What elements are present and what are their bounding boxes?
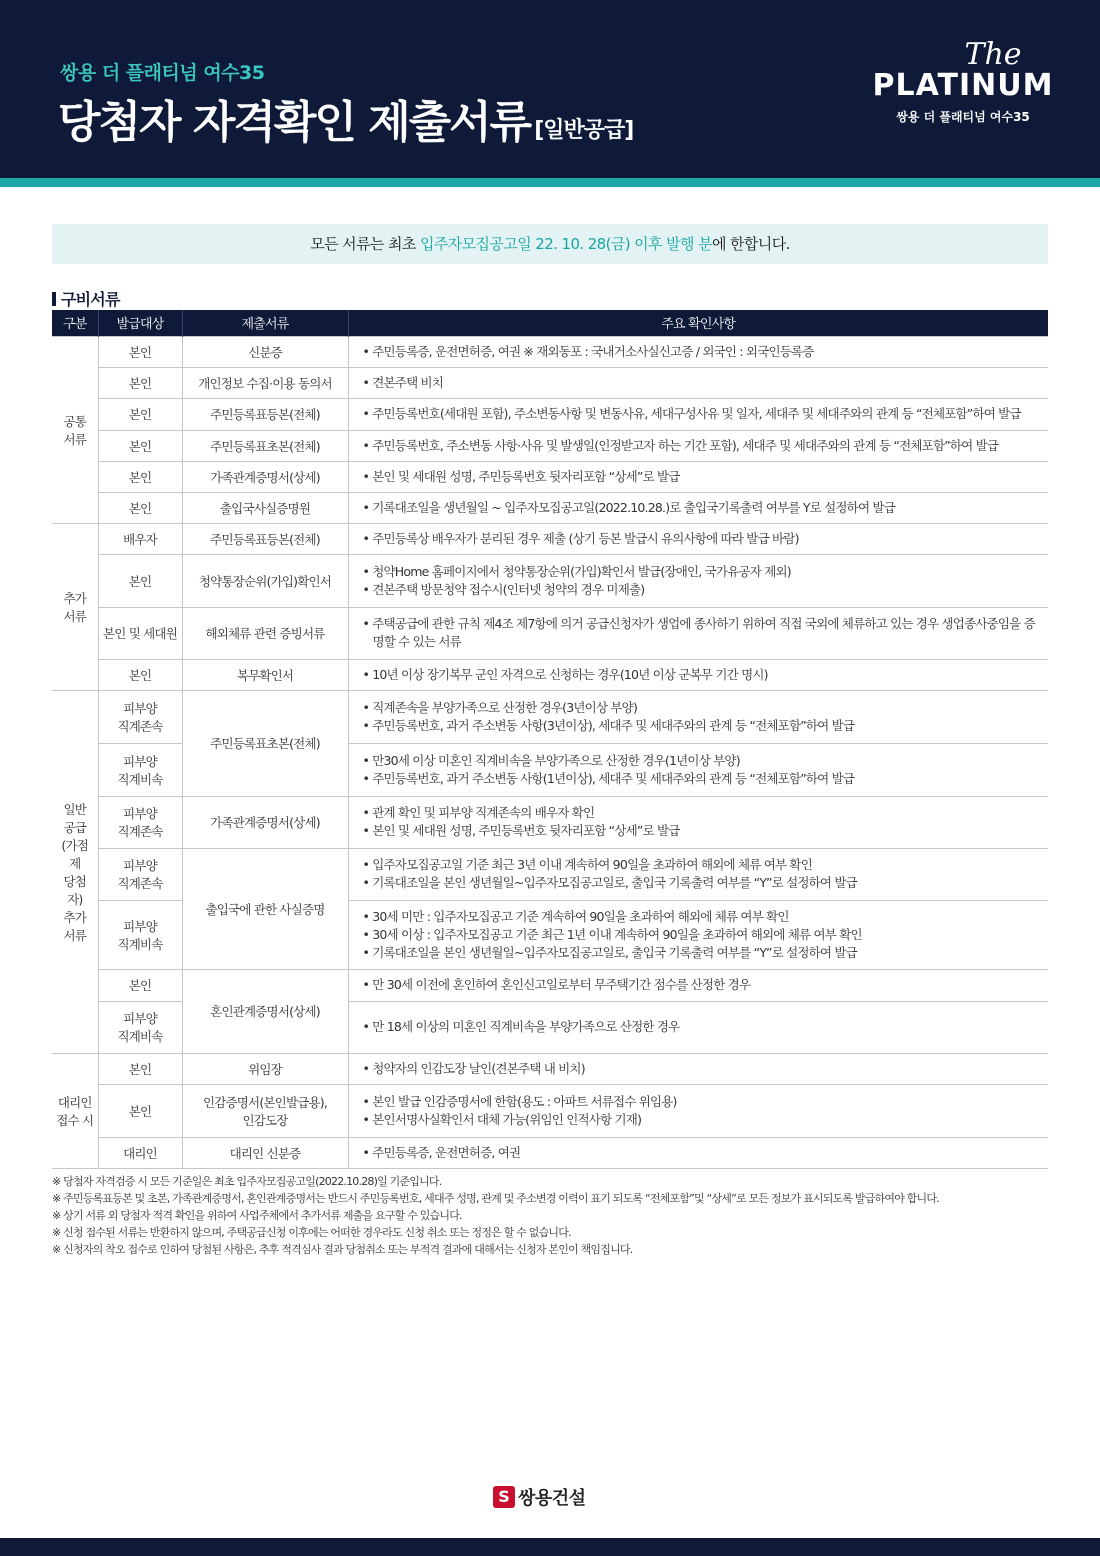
target-cell: 본인 [98, 398, 182, 430]
document-cell: 신분증 [182, 336, 348, 367]
group-common-cell: 공통 서류 [52, 336, 98, 523]
document-cell: 주민등록표등본(전체) [182, 398, 348, 430]
note-item: • 30세 이상 : 입주자모집공고 기준 최근 1년 이내 계속하여 90일을 초과하여 해외에 체류 여부 확인 [362, 926, 862, 942]
group-proxy-cell: 대리인 접수 시 [52, 1053, 98, 1168]
logo-sub: 쌍용 더 플래티넘 여수35 [896, 110, 1030, 124]
target-cell: 본인 [98, 969, 182, 1001]
note-item: • 30세 미만 : 입주자모집공고 기준 계속하여 90일을 초과하여 해외에 체류 여부 확인 [362, 908, 789, 924]
notes-cell [348, 492, 1048, 523]
table-row [52, 659, 1048, 690]
notice-highlight: 입주자모집공고일 22. 10. 28(금) 이후 발행 분 [419, 235, 712, 253]
table-row [52, 430, 1048, 461]
target-cell: 본인 및 세대원 [98, 607, 182, 659]
table-row [52, 492, 1048, 523]
note-item: • 만 18세 이상의 미혼인 직계비속을 부양가족으로 산정한 경우 [362, 1019, 680, 1034]
table-row [52, 1053, 1048, 1084]
notes-cell [348, 367, 1048, 398]
target-cell: 본인 [98, 1053, 182, 1084]
header-target: 발급대상 [98, 310, 182, 336]
document-cell: 청약통장순위(가입)확인서 [182, 554, 348, 607]
note-item: • 직계존속을 부양가족으로 산정한 경우(3년이상 부양) [362, 699, 638, 715]
note-item: • 기록대조일을 본인 생년월일~입주자모집공고일로, 출입국 기록출력 여부를 “Y”로 설정하여 발급 [362, 944, 857, 960]
target-cell: 피부양 직계비속 [98, 900, 182, 969]
note-item: • 주민등록증, 운전면허증, 여권 ※ 재외동포 : 국내거소사실신고증 / 외국인 : 외국인등록증 [362, 343, 814, 359]
note-item: • 본인 및 세대원 성명, 주민등록번호 뒷자리포함 “상세”로 발급 [362, 468, 680, 484]
target-cell: 피부양 직계존속 [98, 690, 182, 743]
target-cell: 본인 [98, 461, 182, 492]
footnote-line: ※ 신청자의 착오 접수로 인하여 당첨된 사항은, 추후 적격심사 결과 당첨취소 또는 부적격 결과에 대해서는 신청자 본인이 책임집니다. [52, 1243, 633, 1256]
document-cell: 개인정보 수집·이용 동의서 [182, 367, 348, 398]
brand-mark-icon: S [493, 1486, 515, 1508]
note-item: • 만30세 이상 미혼인 직계비속을 부양가족으로 산정한 경우(1년이상 부양) [362, 752, 740, 768]
notes-cell [348, 690, 1048, 743]
target-cell: 본인 [98, 659, 182, 690]
notes-cell [348, 1053, 1048, 1084]
document-cell: 해외체류 관련 증빙서류 [182, 607, 348, 659]
note-item: • 견본주택 비치 [362, 374, 444, 390]
document-cell: 대리인 신분증 [182, 1137, 348, 1168]
note-item: • 만 30세 이전에 혼인하여 혼인신고일로부터 무주택기간 점수를 산정한 경우 [362, 977, 751, 992]
note-item: • 청약Home 홈페이지에서 청약통장순위(가입)확인서 발급(장애인, 국가유공자 제외) [362, 563, 791, 579]
target-cell: 본인 [98, 1084, 182, 1137]
logo-platinum: PLATINUM [872, 68, 1054, 103]
bottom-bar [0, 1538, 1100, 1556]
title-text: 당첨자 자격확인 제출서류 [58, 97, 531, 148]
table-header-row [52, 310, 1048, 336]
notice-post: 에 한합니다. [711, 235, 790, 253]
target-cell: 본인 [98, 367, 182, 398]
note-item: • 청약자의 인감도장 날인(견본주택 내 비치) [362, 1060, 585, 1076]
note-item: • 기록대조일을 생년월일 ~ 입주자모집공고일(2022.10.28.)로 출입국기록출력 여부를 Y로 설정하여 발급 [362, 499, 895, 515]
target-cell: 피부양 직계비속 [98, 1001, 182, 1053]
table-row [52, 690, 1048, 743]
footnote-line: ※ 신청 접수된 서류는 반환하지 않으며, 주택공급신청 이후에는 어떠한 경우라도 신청 취소 또는 정정은 할 수 없습니다. [52, 1226, 571, 1239]
target-cell: 피부양 직계존속 [98, 796, 182, 848]
table-row [52, 969, 1048, 1001]
section-title [52, 287, 120, 310]
target-cell: 배우자 [98, 523, 182, 554]
note-item: • 10년 이상 장기복무 군인 자격으로 신청하는 경우(10년 이상 군복무 기간 명시) [362, 666, 768, 682]
platinum-logo [872, 37, 1054, 125]
target-cell: 본인 [98, 336, 182, 367]
notes-cell [348, 796, 1048, 848]
notes-cell [348, 1084, 1048, 1137]
brand-name: 쌍용건설 [518, 1488, 586, 1509]
header-document: 제출서류 [182, 310, 348, 336]
note-item: • 주민등록번호, 과거 주소변동 사항(1년이상), 세대주 및 세대주와의 관계 등 “전체포함”하여 발급 [362, 770, 855, 786]
logo-the: The [964, 37, 1022, 72]
note-item: • 입주자모집공고일 기준 최근 3년 이내 계속하여 90일을 초과하여 해외에 체류 여부 확인 [362, 857, 812, 872]
notes-cell [348, 900, 1048, 969]
note-item: • 본인 및 세대원 성명, 주민등록번호 뒷자리포함 “상세”로 발급 [362, 823, 680, 838]
document-cell: 복무확인서 [182, 659, 348, 690]
note-item: • 주민등록번호, 과거 주소변동 사항(3년이상), 세대주 및 세대주와의 관계 등 “전체포함”하여 발급 [362, 717, 855, 733]
notes-cell [348, 430, 1048, 461]
brand-logo [493, 1485, 586, 1509]
table-row [52, 398, 1048, 430]
section-bar-icon [52, 292, 56, 306]
document-cell: 출입국에 관한 사실증명 [182, 848, 348, 969]
footnote-line: ※ 주민등록표등본 및 초본, 가족관계증명서, 혼인관계증명서는 반드시 주민등록번호, 세대주 성명, 관계 및 주소변경 이력이 표기 되도록 “전체포함”및 “상세”로 모든 정보가 표시되도록 발급하여야 합니다. [52, 1192, 939, 1205]
notes-cell [348, 554, 1048, 607]
footnote-line: ※ 당첨자 자격검증 시 모든 기준일은 최초 입주자모집공고일(2022.10.28)일 기준입니다. [52, 1175, 442, 1188]
notes-cell [348, 398, 1048, 430]
table-row [52, 461, 1048, 492]
document-cell: 위임장 [182, 1053, 348, 1084]
section-title-text: 구비서류 [61, 290, 120, 309]
target-cell: 본인 [98, 492, 182, 523]
group-general-cell: 일반 공급 (가점제 당첨자) 추가 서류 [52, 690, 98, 1053]
notes-cell [348, 1001, 1048, 1053]
header-notes: 주요 확인사항 [348, 310, 1048, 336]
document-cell: 주민등록표등본(전체) [182, 523, 348, 554]
notes-cell [348, 1137, 1048, 1168]
group-additional-cell: 추가 서류 [52, 523, 98, 690]
note-item: • 본인 발급 인감증명서에 한함(용도 : 아파트 서류접수 위임용) [362, 1093, 677, 1109]
document-cell: 주민등록표초본(전체) [182, 690, 348, 796]
notes-cell [348, 607, 1048, 659]
document-cell: 혼인관계증명서(상세) [182, 969, 348, 1053]
note-item: • 주민등록상 배우자가 분리된 경우 제출 (상기 등본 발급시 유의사항에 따라 발급 바람) [362, 530, 799, 546]
header-stripe [0, 178, 1100, 187]
note-item: • 본인서명사실확인서 대체 가능(위임인 인적사항 기재) [362, 1111, 642, 1127]
notice-pre: 모든 서류는 최초 [310, 235, 420, 253]
table-row [52, 336, 1048, 367]
title-tag: [일반공급] [534, 118, 634, 143]
document-cell: 가족관계증명서(상세) [182, 796, 348, 848]
document-cell: 주민등록표초본(전체) [182, 430, 348, 461]
target-cell: 피부양 직계존속 [98, 848, 182, 900]
note-item: • 주택공급에 관한 규칙 제4조 제7항에 의거 공급신청자가 생업에 종사하기 위하여 직접 국외에 체류하고 있는 경우 생업종사중임을 증명할 수 있는 서류 [362, 616, 1035, 649]
table-row [52, 607, 1048, 659]
document-cell: 출입국사실증명원 [182, 492, 348, 523]
note-item: • 주민등록증, 운전면허증, 여권 [362, 1144, 521, 1160]
page-title [58, 86, 633, 150]
document-cell: 가족관계증명서(상세) [182, 461, 348, 492]
note-item: • 기록대조일을 본인 생년월일~입주자모집공고일로, 출입국 기록출력 여부를 “Y”로 설정하여 발급 [362, 875, 857, 890]
table-body [52, 336, 1048, 1168]
table-row [52, 554, 1048, 607]
notice-banner [52, 224, 1048, 264]
note-item: • 주민등록번호, 주소변동 사항·사유 및 발생일(인정받고자 하는 기간 포함), 세대주 및 세대주와의 관계 등 “전체포함”하여 발급 [362, 437, 999, 453]
note-item: • 관계 확인 및 피부양 직계존속의 배우자 확인 [362, 805, 595, 820]
target-cell: 대리인 [98, 1137, 182, 1168]
header-banner [0, 0, 1100, 178]
note-item: • 주민등록번호(세대원 포함), 주소변동사항 및 변동사유, 세대구성사유 및 일자, 세대주 및 세대주와의 관계 등 “전체포함”하여 발급 [362, 406, 1021, 421]
target-cell: 본인 [98, 430, 182, 461]
footnotes [52, 1173, 1052, 1258]
table-row [52, 367, 1048, 398]
target-cell: 피부양 직계비속 [98, 743, 182, 796]
notes-cell [348, 848, 1048, 900]
notes-cell [348, 743, 1048, 796]
project-subtitle: 쌍용 더 플래티넘 여수35 [60, 62, 265, 84]
notes-cell [348, 969, 1048, 1001]
document-cell: 인감증명서(본인발급용), 인감도장 [182, 1084, 348, 1137]
table-row [52, 523, 1048, 554]
notes-cell [348, 336, 1048, 367]
note-item: • 견본주택 방문청약 접수시(인터넷 청약의 경우 미제출) [362, 581, 645, 597]
notes-cell [348, 523, 1048, 554]
table-row [52, 1084, 1048, 1137]
table-row [52, 848, 1048, 900]
notes-cell [348, 659, 1048, 690]
target-cell: 본인 [98, 554, 182, 607]
header-category: 구분 [52, 310, 98, 336]
footnote-line: ※ 상기 서류 외 당첨자 적격 확인을 위하여 사업주체에서 추가서류 제출을 요구할 수 있습니다. [52, 1209, 462, 1222]
table-row [52, 796, 1048, 848]
documents-table [52, 310, 1048, 1169]
notes-cell [348, 461, 1048, 492]
table-row [52, 1137, 1048, 1168]
